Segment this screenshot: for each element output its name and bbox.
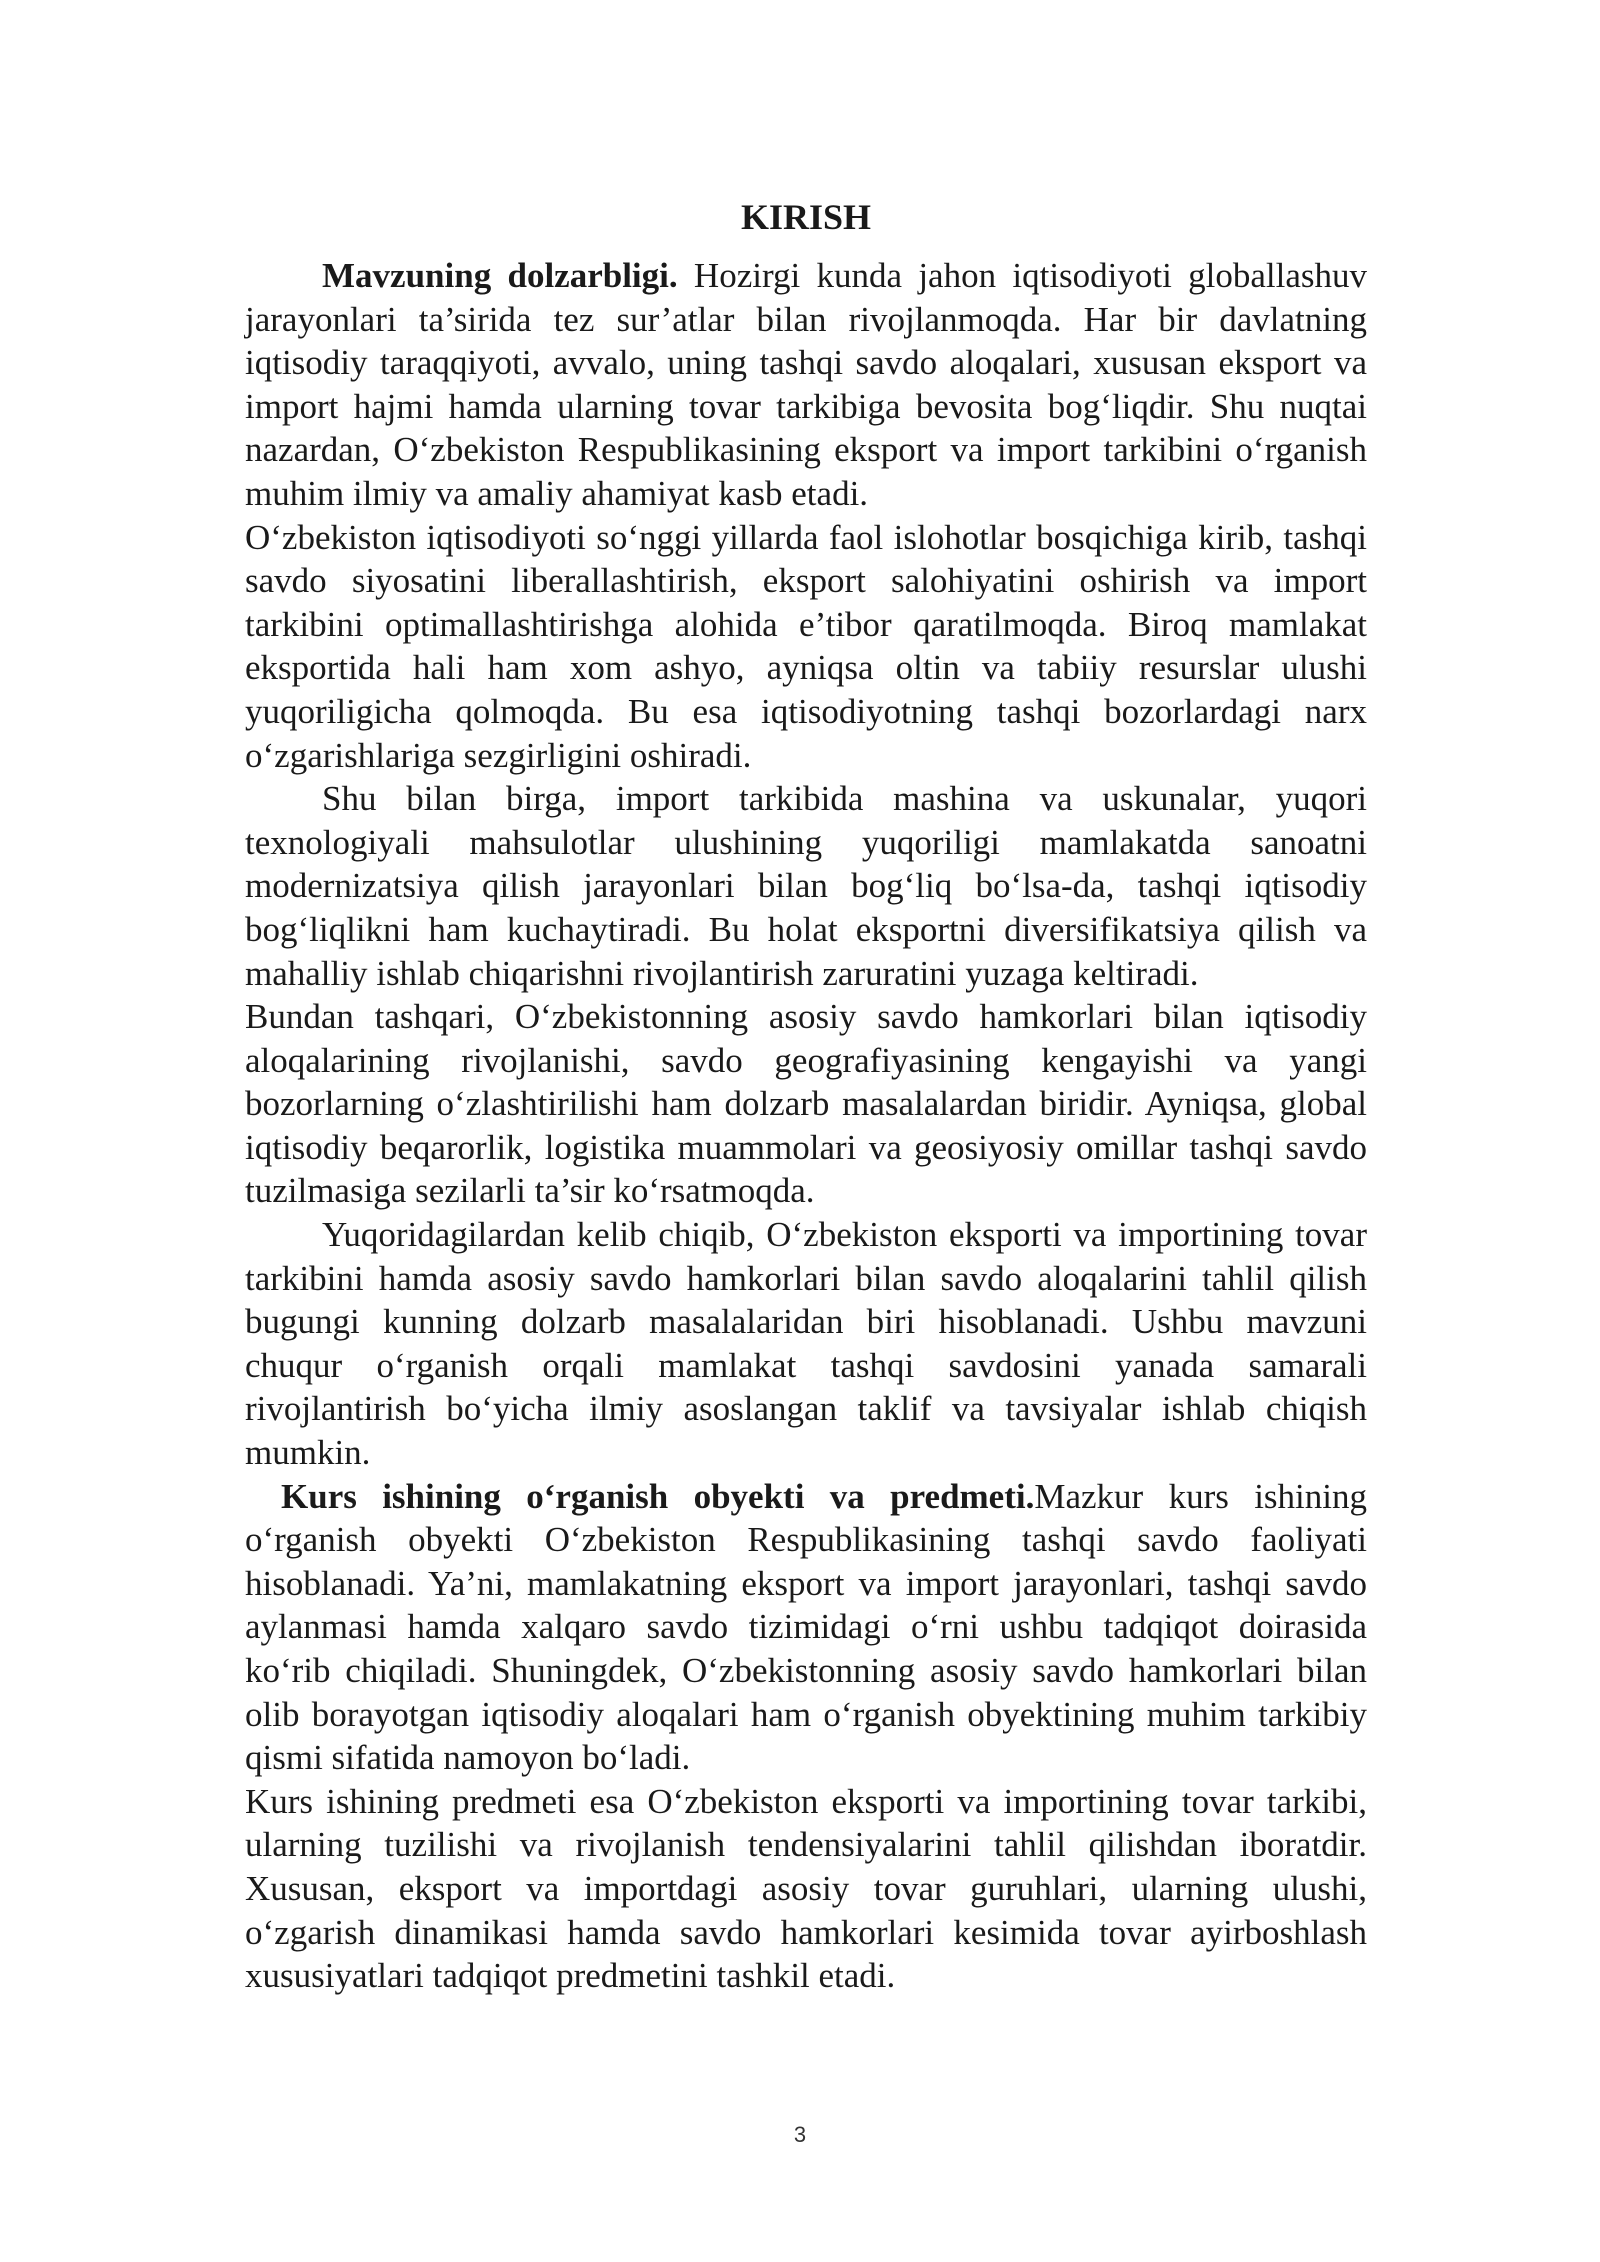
paragraph: [245, 516, 1367, 778]
paragraph-heading-object-subject: Kurs ishining o‘rganish obyekti va predmeti.: [281, 1476, 1035, 1516]
paragraph-text: Mazkur kurs ishining o‘rganish obyekti O‘zbekiston Respublikasining tashqi savdo faoliyati hisoblanadi. Ya’ni, mamlakatning eksport va import jarayonlari, tashqi savdo aylanmasi hamda xalqaro savdo tizimidagi o‘rni ushbu tadqiqot doirasida ko‘rib chiqiladi. Shuningdek, O‘zbekistonning asosiy savdo hamkorlari bilan olib borayotgan iqtisodiy aloqalari ham o‘rganish obyektining muhim tarkibiy qismi sifatida namoyon bo‘ladi.: [245, 1476, 1368, 1778]
paragraph: [245, 777, 1367, 995]
paragraph-text: Shu bilan birga, import tarkibida mashina va uskunalar, yuqori texnologiyali mahsulotlar ulushining yuqoriligi mamlakatda sanoatni modernizatsiya qilish jarayonlari bilan bog‘liq bo‘lsa-da, tashqi iqtisodiy bog‘liqlikni ham kuchaytiradi. Bu holat eksportni diversifikatsiya qilish va mahalliy ishlab chiqarishni rivojlantirish zaruratini yuzaga keltiradi.: [245, 779, 1367, 993]
paragraph-text: Bundan tashqari, O‘zbekistonning asosiy savdo hamkorlari bilan iqtisodiy aloqalarining rivojlanishi, savdo geografiyasining kengayishi va yangi bozorlarning o‘zlashtirilishi ham dolzarb masalalardan biridir. Ayniqsa, global iqtisodiy beqarorlik, logistika muammolari va geosiyosiy omillar tashqi savdo tuzilmasiga sezilarli ta’sir ko‘rsatmoqda.: [245, 997, 1367, 1211]
paragraph-text: Yuqoridagilardan kelib chiqib, O‘zbekiston eksporti va importining tovar tarkibini hamda asosiy savdo hamkorlari bilan savdo aloqalarini tahlil qilish bugungi kunning dolzarb masalalaridan biri hisoblanadi. Ushbu mavzuni chuqur o‘rganish orqali mamlakat tashqi savdosini yanada samarali rivojlantirish bo‘yicha ilmiy asoslangan taklif va tavsiyalar ishlab chiqish mumkin.: [245, 1215, 1367, 1473]
section-title: KIRISH: [740, 197, 872, 237]
page-number: 3: [793, 2122, 807, 2147]
paragraph-text: Kurs ishining predmeti esa O‘zbekiston eksporti va importining tovar tarkibi, ularning tuzilishi va rivojlanish tendensiyalarini tahlil qilishdan iboratdir. Xususan, eksport va importdagi asosiy tovar guruhlari, ularning ulushi, o‘zgarish dinamikasi hamda savdo hamkorlari kesimida tovar ayirboshlash xususiyatlari tadqiqot predmetini tashkil etadi.: [245, 1781, 1367, 1996]
paragraph-relevance: [245, 254, 1367, 516]
page-body: [245, 192, 1367, 1998]
paragraph-text: O‘zbekiston iqtisodiyoti so‘nggi yillarda faol islohotlar bosqichiga kirib, tashqi savdo siyosatini liberallashtirish, eksport salohiyatini oshirish va import tarkibini optimallashtirishga alohida e’tibor qaratilmoqda. Biroq mamlakat eksportida hali ham xom ashyo, ayniqsa oltin va tabiiy resurslar ulushi yuqoriligicha qolmoqda. Bu esa iqtisodiyotning tashqi bozorlardagi narx o‘zgarishlariga sezgirligini oshiradi.: [245, 517, 1367, 775]
paragraph: [245, 1780, 1367, 1998]
paragraph: [245, 995, 1367, 1213]
paragraph-heading-relevance: Mavzuning dolzarbligi.: [322, 256, 678, 295]
paragraph: [245, 1213, 1367, 1475]
paragraph-text: Hozirgi kunda jahon iqtisodiyoti globallashuv jarayonlari ta’sirida tez sur’atlar bilan rivojlanmoqda. Har bir davlatning iqtisodiy taraqqiyoti, avvalo, uning tashqi savdo aloqalari, xususan eksport va import hajmi hamda ularning tovar tarkibiga bevosita bog‘liqdir. Shu nuqtai nazardan, O‘zbekiston Respublikasining eksport va import tarkibini o‘rganish muhim ilmiy va amaliy ahamiyat kasb etadi.: [245, 256, 1368, 513]
paragraph-object-subject: [245, 1475, 1367, 1780]
